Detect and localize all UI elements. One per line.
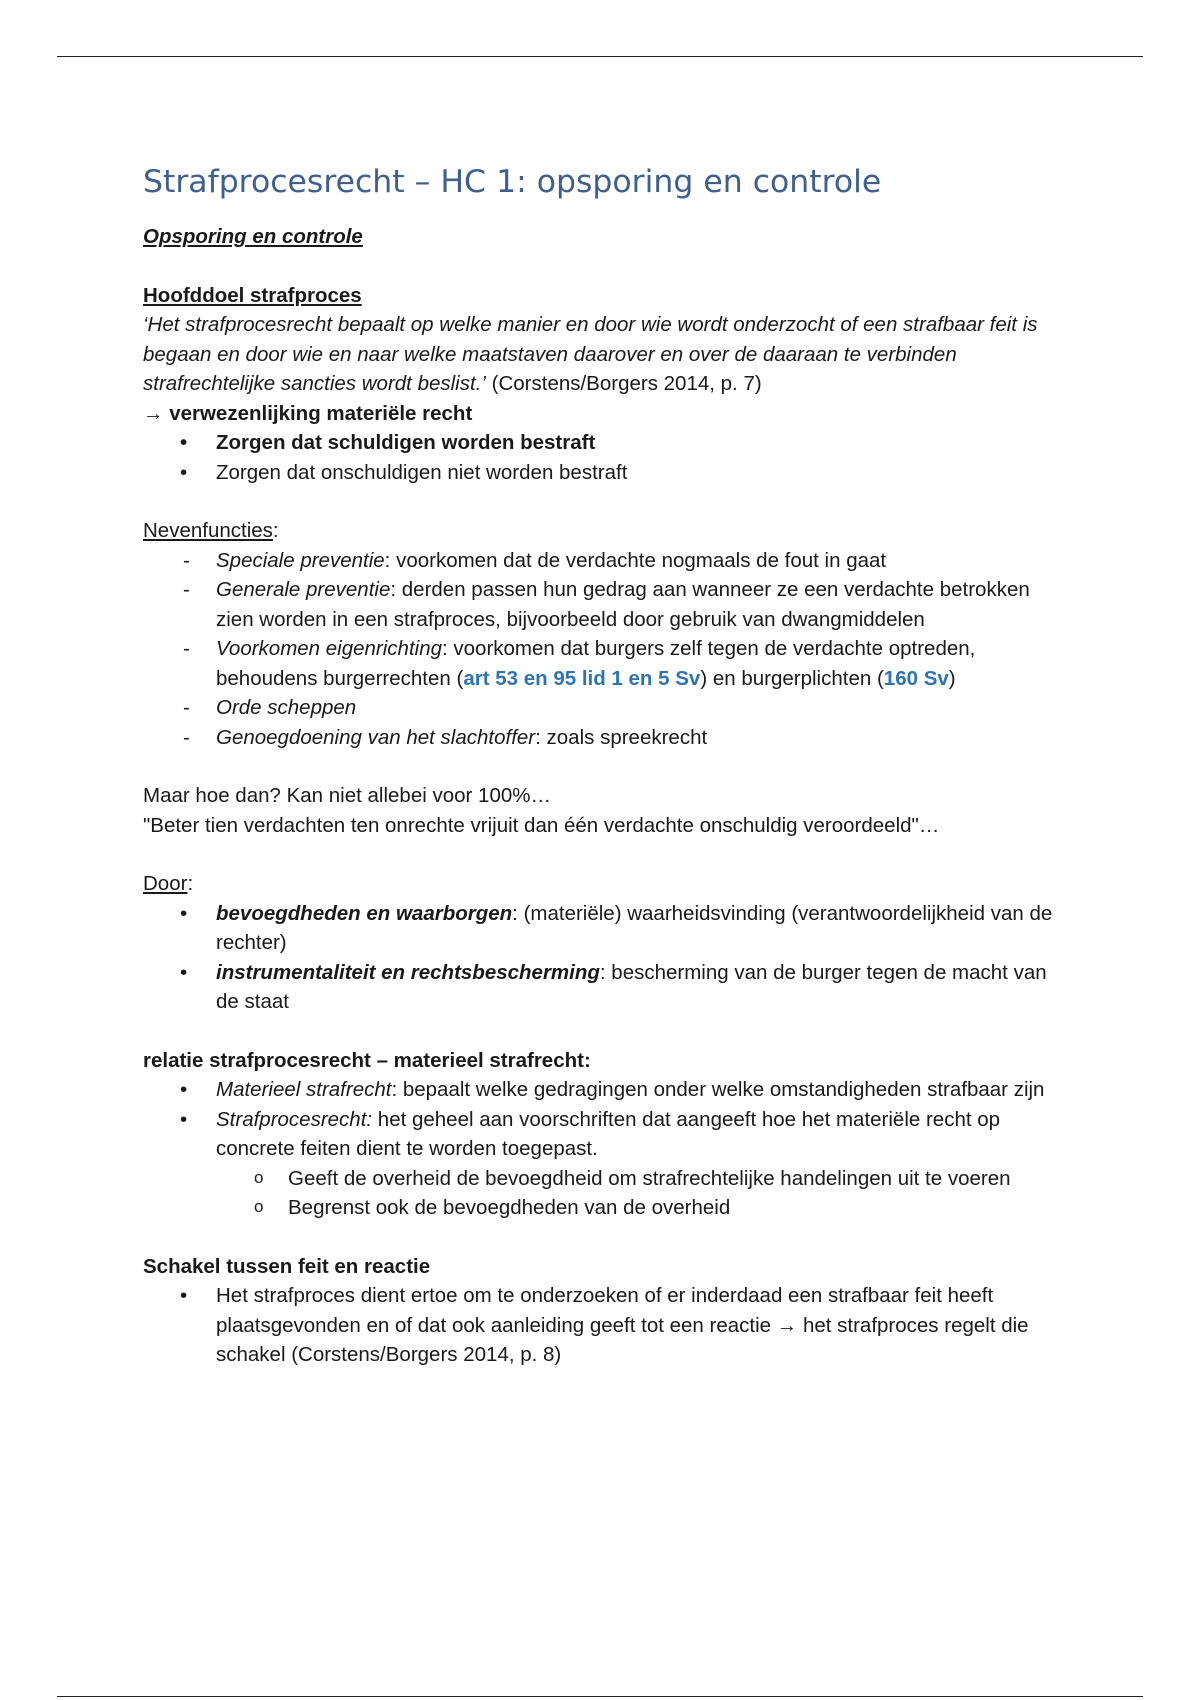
list-item: • bevoegdheden en waarborgen: (materiële) waarheidsvinding (verantwoordelijkheid van de rechter) (143, 899, 1073, 958)
section-heading-opsporing: Opsporing en controle (143, 225, 363, 248)
section-heading-door: Door: (143, 872, 194, 895)
list-item: o Geeft de overheid de bevoegdheid om strafrechtelijke handelingen uit te voeren (143, 1164, 1073, 1194)
footer-rule (57, 1696, 1143, 1697)
section-heading-hoofddoel: Hoofddoel strafproces (143, 283, 362, 307)
list-item: • Zorgen dat schuldigen worden bestraft (143, 428, 1073, 458)
list-item: • Materieel strafrecht: bepaalt welke gedragingen onder welke omstandigheden strafbaar zijn (143, 1075, 1073, 1105)
header-rule (57, 56, 1143, 57)
door-list (143, 899, 1073, 1017)
list-item: • Zorgen dat onschuldigen niet worden bestraft (143, 458, 1073, 488)
list-item: - Voorkomen eigenrichting: voorkomen dat burgers zelf tegen de verdachte optreden, behoudens burgerrechten (art 53 en 95 lid 1 en 5 Sv) en burgerplichten (160 Sv) (143, 634, 1073, 693)
list-item: - Speciale preventie: voorkomen dat de verdachte nogmaals de fout in gaat (143, 546, 1073, 576)
section-heading-schakel: Schakel tussen feit en reactie (143, 1254, 431, 1278)
list-item: - Generale preventie: derden passen hun gedrag aan wanneer ze een verdachte betrokken zien worden in een strafproces, bijvoorbeeld door gebruik van dwangmiddelen (143, 575, 1073, 634)
goal-list (143, 428, 1073, 487)
list-item: o Begrenst ook de bevoegdheden van de overheid (143, 1193, 1073, 1223)
relatie-list (143, 1075, 1073, 1164)
list-item: • instrumentaliteit en rechtsbescherming: bescherming van de burger tegen de macht van de staat (143, 958, 1073, 1017)
arrow-line: → verwezenlijking materiële recht (143, 401, 473, 425)
definition-quote: ‘Het strafprocesrecht bepaalt op welke manier en door wie wordt onderzocht of een strafbaar feit is begaan en door wie en naar welke maatstaven daarover en over de daaraan te verbinden strafrechtelijke sancties wordt beslist.’ (Corstens/Borgers 2014, p. 7) (143, 313, 1038, 395)
section-heading-relatie: relatie strafprocesrecht – materieel strafrecht: (143, 1048, 591, 1072)
document-page (143, 160, 1073, 1370)
law-reference: 160 Sv (883, 666, 949, 690)
section-heading-nevenfuncties: Nevenfuncties: (143, 519, 279, 542)
schakel-list (143, 1281, 1073, 1370)
list-item: - Orde scheppen (143, 693, 1073, 723)
list-item: - Genoegdoening van het slachtoffer: zoals spreekrecht (143, 723, 1073, 753)
list-item: • Het strafproces dient ertoe om te onderzoeken of er inderdaad een strafbaar feit heeft plaatsgevonden en of dat ook aanleiding geeft tot een reactie → het strafproces regelt die schakel (Corstens/Borgers 2014, p. 8) (143, 1281, 1073, 1370)
law-reference: art 53 en 95 lid 1 en 5 Sv (463, 666, 701, 690)
list-item: • Strafprocesrecht: het geheel aan voorschriften dat aangeeft hoe het materiële recht op concrete feiten dient te worden toegepast. (143, 1105, 1073, 1164)
page-title: Strafprocesrecht – HC 1: opsporing en controle (143, 164, 882, 200)
nevenfuncties-list (143, 546, 1073, 753)
sub-list (143, 1164, 1073, 1223)
quote-line: "Beter tien verdachten ten onrechte vrijuit dan één verdachte onschuldig veroordeeld"… (143, 813, 940, 837)
question-line: Maar hoe dan? Kan niet allebei voor 100%… (143, 784, 551, 807)
